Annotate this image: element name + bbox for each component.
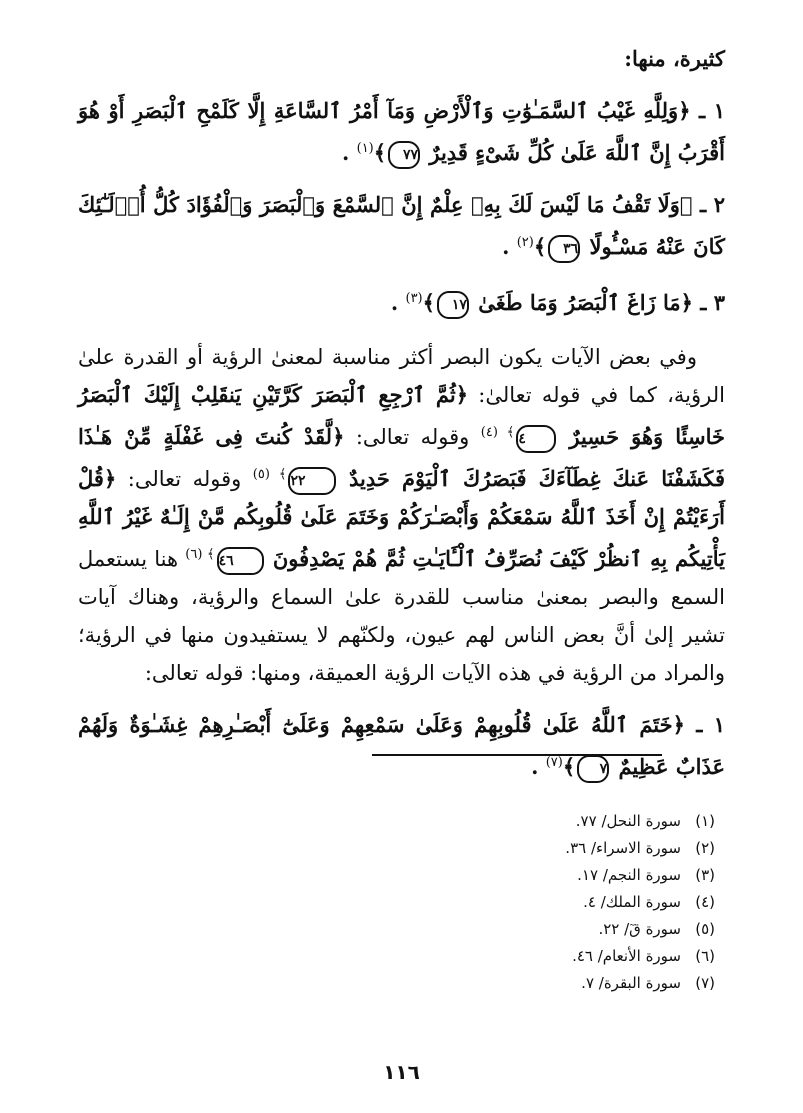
close-bracket: ﴾ xyxy=(422,290,435,315)
aya-number-icon: ٢٢ xyxy=(288,467,335,495)
footnote-text: سورة النحل/ ٧٧. xyxy=(575,812,681,830)
paragraph-text: وقوله تعالى: xyxy=(355,425,470,449)
verse-text: خَتَمَ ٱللَّهُ عَلَىٰ قُلُوبِهِمْ وَعَلَىٰ سَمْعِهِمْ وَعَلَىٰٓ أَبْصَـٰرِهِمْ غِشَـٰوَةٌ وَلَهُمْ عَذَابٌ عَظِيمٌ xyxy=(78,712,725,779)
item-prefix: ٢ ـ xyxy=(700,192,726,217)
paragraph-text: وقوله تعالى: xyxy=(127,467,242,491)
verse-item-2 xyxy=(78,186,725,266)
footnote-number: (٢) xyxy=(695,839,715,857)
open-bracket: ﴿ xyxy=(672,712,685,737)
footnote-ref: ﴾ (٤) xyxy=(480,425,515,440)
open-bracket: ﴿ xyxy=(679,192,693,217)
footnote-number: (٤) xyxy=(695,893,715,911)
open-bracket: ﴿ xyxy=(680,290,693,315)
footnote-text: سورة قٓ/ ٢٢. xyxy=(598,920,681,938)
paragraph-text: هنا يستعمل السمع والبصر بمعنىٰ مناسب للقدرة علىٰ السماع والرؤية، وهناك آيات تشير إلىٰ أنَّ بعض الناس لهم عيون، ولكنّهم لا يستفيدون منها في الرؤية؛ والمراد من الرؤية في هذه الآيات الرؤية العميقة، ومنها: قوله تعالى: xyxy=(78,547,725,685)
item-prefix: ١ ـ xyxy=(696,712,726,737)
footnote-ref: ﴾ (٥) xyxy=(252,467,287,482)
item-prefix: ١ ـ xyxy=(699,98,726,123)
footnote-item xyxy=(415,943,715,970)
footnote-item xyxy=(415,808,715,835)
footnote-ref: (١) xyxy=(356,141,374,156)
footnote-text: سورة الملك/ ٤. xyxy=(583,893,681,911)
footnote-number: (٣) xyxy=(695,866,715,884)
verse-item-3 xyxy=(78,280,725,322)
aya-number-icon: ٤٦ xyxy=(217,547,264,575)
footnote-item xyxy=(415,835,715,862)
footnote-number: (٦) xyxy=(695,947,715,965)
open-bracket: ﴿ xyxy=(678,98,691,123)
footnote-text: سورة الاسراء/ ٣٦. xyxy=(565,839,681,857)
footnote-ref: (٣) xyxy=(405,291,423,306)
page-number: ١١٦ xyxy=(383,1060,420,1084)
close-bracket: ﴾ xyxy=(373,140,387,165)
aya-number-icon: ٣٦ xyxy=(548,235,580,263)
aya-number-icon: ٧ xyxy=(577,755,609,783)
verse-text: مَا زَاغَ ٱلْبَصَرُ وَمَا طَغَىٰ xyxy=(478,290,681,315)
footnote-item xyxy=(415,970,715,997)
footnote-text: سورة البقرة/ ٧. xyxy=(581,974,681,992)
footnote-number: (٥) xyxy=(695,920,715,938)
footnote-divider xyxy=(372,754,662,756)
verse-text: ﴿ثُمَّ ٱرْجِعِ ٱلْبَصَرَ كَرَّتَيْنِ يَنقَلِبْ إِلَيْكَ ٱلْبَصَرُ خَاسِئًا وَهُوَ حَسِيرٌ xyxy=(78,382,725,449)
aya-number-icon: ١٧ xyxy=(437,291,469,319)
footnote-item xyxy=(415,889,715,916)
item-end: . xyxy=(531,754,539,779)
verse-text: ﴿لَّقَدْ كُنتَ فِى غَفْلَةٍ مِّنْ هَـٰذَا فَكَشَفْنَا عَنكَ غِطَآءَكَ فَبَصَرُكَ ٱلْيَوْمَ حَدِيدٌ xyxy=(78,424,725,491)
item-prefix: ٣ ـ xyxy=(700,290,725,315)
verse-text: وَلَا تَقْفُ مَا لَيْسَ لَكَ بِهِۦ عِلْمٌ إِنَّ ٱلسَّمْعَ وَٱلْبَصَرَ وَٱلْفُؤَادَ كُلُّ أُو۟لَـٰٓئِكَ كَانَ عَنْهُ مَسْـُٔولًا xyxy=(78,192,725,259)
footnote-text: سورة النجم/ ١٧. xyxy=(577,866,681,884)
footnote-text: سورة الأنعام/ ٤٦. xyxy=(572,947,681,965)
footnote-number: (١) xyxy=(695,812,715,830)
aya-number-icon: ٧٧ xyxy=(388,141,420,169)
close-bracket: ﴾ xyxy=(562,754,576,779)
verse-item-1 xyxy=(78,92,725,172)
paragraph-text: وفي بعض الآيات يكون البصر أكثر مناسبة لمعنىٰ الرؤية أو القدرة علىٰ الرؤية، كما في قوله تعالىٰ: xyxy=(78,345,725,407)
aya-number-icon: ٤ xyxy=(516,425,556,453)
footnote-item xyxy=(415,916,715,943)
footnotes-list xyxy=(415,808,715,997)
footnote-ref: (٧) xyxy=(545,755,563,770)
footnote-item xyxy=(415,862,715,889)
body-paragraph xyxy=(78,338,725,692)
verse-item-b1 xyxy=(78,706,725,786)
item-end: . xyxy=(390,290,399,315)
footnote-number: (٧) xyxy=(695,974,715,992)
verse-text: ﴿قُلْ أَرَءَيْتُمْ إِنْ أَخَذَ ٱللَّهُ سَمْعَكُمْ وَأَبْصَـٰرَكُمْ وَخَتَمَ عَلَىٰ قُلُوبِكُم مَّنْ إِلَـٰهٌ غَيْرُ ٱللَّهِ يَأْتِيكُم بِهِ ٱنظُرْ كَيْفَ نُصَرِّفُ ٱلْـَٔايَـٰتِ ثُمَّ هُمْ يَصْدِفُونَ xyxy=(78,466,725,571)
footnote-ref: ﴾ (٦) xyxy=(185,547,215,562)
verse-text: وَلِلَّهِ غَيْبُ ٱلسَّمَـٰوَٰتِ وَٱلْأَرْضِ وَمَآ أَمْرُ ٱلسَّاعَةِ إِلَّا كَلَمْحِ ٱلْبَصَرِ أَوْ هُوَ أَقْرَبُ إِنَّ ٱللَّهَ عَلَىٰ كُلِّ شَىْءٍ قَدِيرٌ xyxy=(78,98,725,165)
intro-text: كثيرة، منها: xyxy=(624,46,725,71)
item-end: . xyxy=(341,140,350,165)
item-end: . xyxy=(502,234,510,259)
footnote-ref: (٢) xyxy=(516,235,534,250)
close-bracket: ﴾ xyxy=(533,234,547,259)
